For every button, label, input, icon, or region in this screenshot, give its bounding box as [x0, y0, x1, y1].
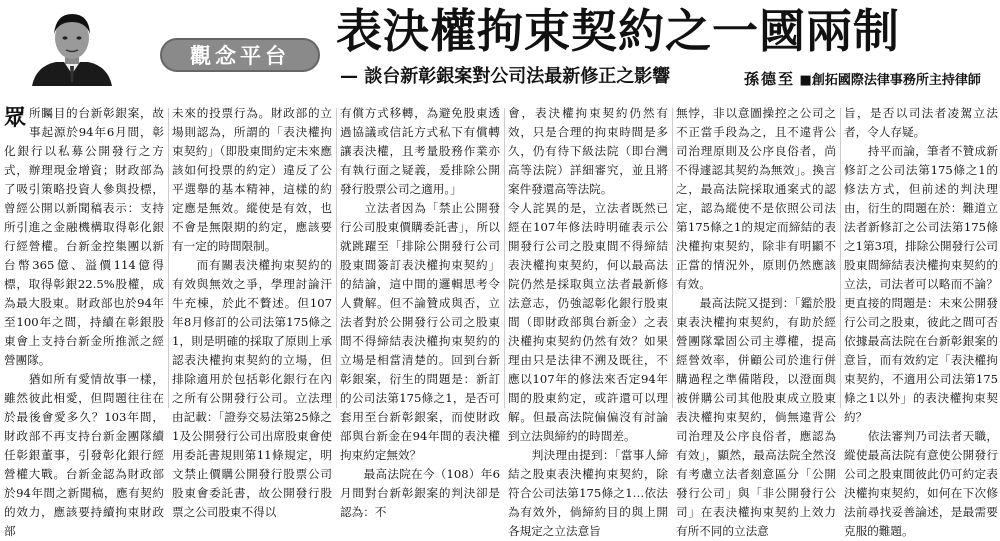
article-column-4 — [508, 104, 668, 538]
article-header — [0, 0, 1000, 102]
article-subtitle: — 談台新彰銀案對公司法最新修正之影響 — [340, 66, 671, 87]
article-column-2 — [172, 104, 332, 519]
column-divider — [840, 108, 841, 408]
column-text: 無悖，非以意圖操控之公司之不正當手段為之，且不違背公司治理原則及公序良俗者，尚不得遽認其契約為無效」。換言之，最高法院採取通案式的認定，認為縱使不是依照公司法第175條之1的規定而締結的表決權拘束契約，除非有明顯不正當的情況外，原則仍然應該有效。 最高法院又提到：「鑑於股東表決權拘束契約，有助於經營團隊鞏固公司主導權，提高經營效率，併顧公司於進行併購過程之準備階段，以澄面與被併購公司其他股東成立股東表決權拘束契約，倘無違背公司治理及公序良俗者，應認為有效」，顯然，最高法院全然沒有考慮立法者刻意區分「公開發行公司」與「非公開發行公司」在表決權拘束契約上效力有所不同的立法意 — [676, 106, 836, 538]
column-divider — [168, 108, 169, 408]
column-text: 所矚目的台新彰銀案，故事起源於94年6月間，彰化銀行以私募公開發行之方式，辦理現金增資；財政部為了吸引策略投資人參與投標，曾經公開以新聞稿表示：支持所引進之金融機構取得彰化銀行經營權。台新金控集團以新台幣365億、溢價114億得標，取得彰銀22.5%股權，成為最大股東。財政部也於94年至100年之間，持續在彰銀股東會上支持台新金所推派之經營團隊。 猶如所有愛情故事一樣，雖然彼此相愛，但問題往往在於最後會愛多久？103年間，財政部不再支持台新金團隊續任彰銀董事，引發彰化銀行經營權大戰。台新金認為財政部於94年間之新聞稿，應有契約的效力，應該要持續拘束財政部 — [4, 106, 164, 538]
article-column-6 — [844, 104, 998, 538]
column-text: 會，表決權拘束契約仍然有效，只是合理的拘束時間是多久，仍有待下級法院（即台灣高等法院）詳細審究，並且將案件發還高等法院。 令人詫異的是，立法者既然已經在107年修法時明確表示公開發行公司之股東間不得締結表決權拘束契約，何以最高法院仍然是採取與立法者最新修法意志，仍強認彰化銀行股東間（即財政部與台新金）之表決權拘束契約仍然有效？如果理由只是法律不溯及既往，不應以107年的修法來否定94年間的股東約定，或許還可以理解。但最高法院偏偏沒有討論到立法與締約的時間差。 判決理由提到：「當事人締結之股東表決權拘束契約，除符合公司法第175條之1…依法為有效外，倘締約目的與上開各規定之立法意旨 — [508, 106, 668, 538]
author-portrait — [26, 8, 118, 86]
article-column-5 — [676, 104, 836, 538]
column-tag-badge: 觀念平台 — [160, 38, 320, 72]
article-title: 表決權拘束契約之一國兩制 — [336, 4, 900, 58]
article-body — [4, 104, 998, 538]
column-text: 有償方式移轉，為避免股東透過協議或信託方式私下有償轉讓表決權，且考量股務作業亦有執行面之疑義，爰排除公開發行股票公司之適用。」 立法者因為「禁止公開發行公司股東價購委託書」，所以就跳躍至「排除公開發行公司股東間簽訂表決權拘束契約」的結論，這中間的邏輯思考令人費解。但不論贊成與否，立法者對於公開發行公司之股東間不得締結表決權拘束契約的立場是相當清楚的。回到台新彰銀案，衍生的問題是：新訂的公司法第175條之1，是否可套用至台新彰銀案，而使財政部與台新金在94年間的表決權拘束約定無效？ 最高法院在今（108）年6月間對台新彰銀案的判決卻是認為：不 — [340, 106, 500, 519]
column-divider — [504, 108, 505, 408]
drop-cap: 眾 — [4, 106, 27, 131]
column-text: 旨，是否以司法者凌駕立法者，令人存疑。 持平而論，筆者不贊成新修訂之公司法第175條之1的修法方式，但前述的判決理由，衍生的問題在於：難道立法者新修訂之公司法第175條之1第3項，排除公開發行公司股東間締結表決權拘束契約的立法，司法者可以略而不論？更直接的問題是：未來公開發行公司之股東，彼此之間可否依據最高法院在台新彰銀案的意旨，而有效約定「表決權拘束契約，不適用公司法第175條之1以外」的表決權拘束契約？ 依法審判乃司法者天職，縱使最高法院有意使公開發行公司之股東間彼此仍可約定表決權拘束契約，如何在下次修法前尋找妥善論述，是最需要克服的難題。 — [844, 106, 998, 538]
column-text: 未來的投票行為。財政部的立場則認為，所謂的「表決權拘束契約」（即股東間約定未來應該如何投票的約定）違反了公平選舉的基本精神，這樣的約定應是無效。縱使是有效，也不會是無限期的約定，應該要有一定的時間限制。 而有關表決權拘束契約的有效與無效之爭，學理討論汗牛充棟，於此不贅述。但107年8月修訂的公司法第175條之1，則是明確的採取了原則上承認表決權拘束契約的立場，但排除適用於包括彰化銀行在內之所有公開發行公司。立法理由記載：「證券交易法第25條之1及公開發行公司出席股東會使用委託書規則第11條規定，明文禁止價購公開發行股票公司股東會委託書，故公開發行股票之公司股東不得以 — [172, 106, 332, 519]
author-affiliation: ■創拓國際法律事務所主持律師 — [799, 73, 981, 88]
column-divider — [672, 108, 673, 408]
article-column-3 — [340, 104, 500, 519]
column-divider — [336, 108, 337, 408]
byline — [744, 68, 1000, 90]
article-column-1 — [4, 104, 164, 538]
author-name: 孫德至 — [744, 70, 796, 88]
